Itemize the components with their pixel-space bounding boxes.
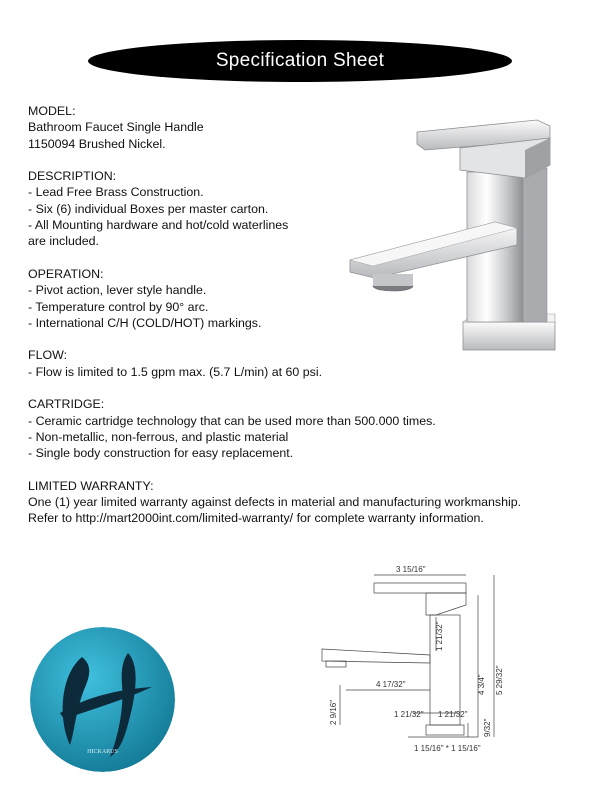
dimension-label: 4 3/4"	[477, 674, 486, 695]
brand-logo	[30, 627, 175, 772]
spec-line: - Flow is limited to 1.5 gpm max. (5.7 L/min) at 60 psi.	[28, 364, 323, 379]
spec-line: One (1) year limited warranty against defects in material and manufacturing workmanship.	[28, 495, 522, 510]
spec-line: - Temperature control by 90° arc.	[28, 299, 209, 314]
section-heading: CARTRIDGE:	[28, 397, 105, 412]
spec-line: Refer to http://mart2000int.com/limited-warranty/ for complete warranty information.	[28, 511, 484, 526]
spec-line: - Pivot action, lever style handle.	[28, 283, 207, 298]
section-heading: FLOW:	[28, 348, 68, 363]
dimension-label: 1 15/16" * 1 15/16"	[414, 744, 481, 753]
warranty-section	[28, 478, 573, 527]
dimension-label: 5 29/32"	[495, 665, 504, 695]
spec-line: - Ceramic cartridge technology that can be used more than 500.000 times.	[28, 413, 436, 428]
dimension-drawing	[318, 565, 518, 755]
section-heading: MODEL:	[28, 104, 76, 118]
dimension-label: 9/32"	[483, 718, 492, 737]
section-heading: OPERATION:	[28, 266, 104, 281]
cartridge-section	[28, 396, 573, 461]
section-heading: DESCRIPTION:	[28, 169, 117, 184]
logo-mark	[30, 627, 175, 772]
faucet-photo	[345, 110, 560, 360]
spec-line: - All Mounting hardware and hot/cold waterlines	[28, 218, 289, 233]
spec-line: - Non-metallic, non-ferrous, and plastic material	[28, 429, 289, 444]
spec-line: - International C/H (COLD/HOT) markings.	[28, 315, 262, 330]
spec-line: are included.	[28, 234, 99, 249]
spec-line: Bathroom Faucet Single Handle	[28, 120, 204, 135]
dimension-label: 3 15/16"	[396, 565, 426, 574]
dimension-label: 1 21/32"	[394, 710, 424, 719]
page-title: Specification Sheet	[215, 50, 385, 71]
spec-line: - Six (6) individual Boxes per master carton.	[28, 201, 269, 216]
spec-line: - Single body construction for easy replacement.	[28, 446, 294, 461]
dimension-label: 2 9/16"	[329, 699, 338, 725]
section-heading: LIMITED WARRANTY:	[28, 478, 154, 493]
title-banner	[88, 40, 512, 82]
spec-line: 1150094 Brushed Nickel.	[28, 136, 166, 151]
spec-line: - Lead Free Brass Construction.	[28, 185, 204, 200]
dimension-label: 1 21/32"	[438, 710, 468, 719]
dimension-label: 1 21/32"	[435, 621, 444, 651]
logo-brand: HICKARUS	[87, 749, 118, 755]
dimension-label: 4 17/32"	[376, 680, 406, 689]
